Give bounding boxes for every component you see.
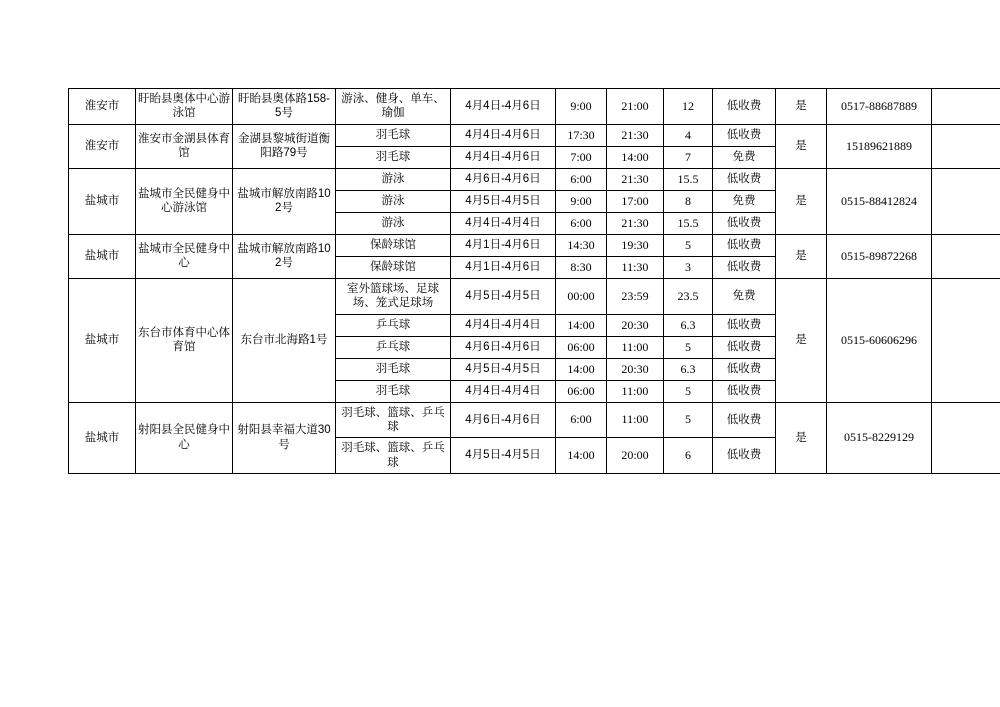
cell-end-time: 19:30 [607,234,664,256]
cell-address: 东台市北海路1号 [233,278,336,402]
table-row [69,89,1000,125]
cell-start-time: 7:00 [556,146,607,168]
cell-sport: 羽毛球 [336,146,451,168]
cell-sport: 羽毛球 [336,358,451,380]
cell-duration-hours: 6.3 [664,314,713,336]
cell-is-open: 是 [776,89,827,125]
cell-duration-hours: 15.5 [664,168,713,190]
cell-phone: 0517-88687889 [827,89,932,125]
cell-sport: 羽毛球、篮球、乒乓球 [336,438,451,474]
cell-city: 盐城市 [69,168,136,234]
cell-duration-hours: 5 [664,402,713,438]
schedule-table-container [68,88,932,474]
cell-venue-name: 盱眙县奥体中心游泳馆 [136,89,233,125]
cell-start-time: 17:30 [556,124,607,146]
cell-dates: 4月1日-4月6日 [451,234,556,256]
cell-sport: 保龄球馆 [336,234,451,256]
cell-sport: 乒乓球 [336,314,451,336]
cell-start-time: 6:00 [556,168,607,190]
cell-duration-hours: 12 [664,89,713,125]
cell-start-time: 06:00 [556,380,607,402]
cell-is-open: 是 [776,168,827,234]
cell-dates: 4月4日-4月6日 [451,124,556,146]
cell-city: 淮安市 [69,124,136,168]
cell-dates: 4月5日-4月5日 [451,358,556,380]
cell-remark [932,278,1000,402]
cell-end-time: 11:00 [607,402,664,438]
cell-remark [932,402,1000,474]
cell-duration-hours: 5 [664,234,713,256]
cell-sport: 室外篮球场、足球场、笼式足球场 [336,278,451,314]
cell-venue-name: 盐城市全民健身中心 [136,234,233,278]
cell-venue-name: 东台市体育中心体育馆 [136,278,233,402]
cell-end-time: 14:00 [607,146,664,168]
cell-city: 淮安市 [69,89,136,125]
cell-venue-name: 淮安市金湖县体育馆 [136,124,233,168]
cell-end-time: 20:30 [607,314,664,336]
cell-start-time: 9:00 [556,89,607,125]
cell-phone: 0515-88412824 [827,168,932,234]
cell-venue-name: 盐城市全民健身中心游泳馆 [136,168,233,234]
cell-end-time: 21:30 [607,168,664,190]
cell-fee: 免费 [713,190,776,212]
cell-fee: 低收费 [713,234,776,256]
cell-city: 盐城市 [69,278,136,402]
cell-dates: 4月6日-4月6日 [451,336,556,358]
cell-end-time: 23:59 [607,278,664,314]
cell-fee: 低收费 [713,402,776,438]
table-row [69,402,1000,438]
cell-remark [932,124,1000,168]
cell-end-time: 21:00 [607,89,664,125]
cell-dates: 4月5日-4月5日 [451,438,556,474]
cell-fee: 低收费 [713,336,776,358]
cell-is-open: 是 [776,402,827,474]
cell-dates: 4月6日-4月6日 [451,402,556,438]
cell-duration-hours: 5 [664,336,713,358]
cell-remark [932,168,1000,234]
cell-dates: 4月4日-4月6日 [451,89,556,125]
cell-start-time: 6:00 [556,212,607,234]
cell-duration-hours: 6.3 [664,358,713,380]
cell-phone: 0515-89872268 [827,234,932,278]
table-row [69,124,1000,146]
cell-start-time: 9:00 [556,190,607,212]
cell-duration-hours: 8 [664,190,713,212]
cell-fee: 低收费 [713,358,776,380]
cell-end-time: 11:30 [607,256,664,278]
cell-fee: 低收费 [713,89,776,125]
cell-sport: 羽毛球、篮球、乒乓球 [336,402,451,438]
cell-duration-hours: 15.5 [664,212,713,234]
cell-phone: 15189621889 [827,124,932,168]
cell-end-time: 11:00 [607,380,664,402]
cell-fee: 低收费 [713,168,776,190]
cell-sport: 羽毛球 [336,380,451,402]
cell-duration-hours: 5 [664,380,713,402]
cell-duration-hours: 6 [664,438,713,474]
cell-end-time: 11:00 [607,336,664,358]
cell-remark [932,234,1000,278]
cell-fee: 免费 [713,146,776,168]
cell-dates: 4月5日-4月5日 [451,278,556,314]
cell-fee: 低收费 [713,438,776,474]
cell-dates: 4月4日-4月4日 [451,314,556,336]
cell-address: 盱眙县奥体路158-5号 [233,89,336,125]
cell-remark [932,89,1000,125]
cell-start-time: 6:00 [556,402,607,438]
cell-end-time: 17:00 [607,190,664,212]
cell-duration-hours: 3 [664,256,713,278]
cell-start-time: 8:30 [556,256,607,278]
cell-end-time: 20:30 [607,358,664,380]
cell-fee: 低收费 [713,124,776,146]
cell-is-open: 是 [776,234,827,278]
cell-start-time: 14:00 [556,438,607,474]
cell-fee: 低收费 [713,256,776,278]
cell-phone: 0515-8229129 [827,402,932,474]
cell-start-time: 00:00 [556,278,607,314]
cell-dates: 4月4日-4月4日 [451,212,556,234]
cell-start-time: 14:00 [556,314,607,336]
schedule-table [68,88,1000,474]
cell-duration-hours: 4 [664,124,713,146]
cell-end-time: 21:30 [607,212,664,234]
cell-address: 金湖县黎城街道衡阳路79号 [233,124,336,168]
cell-sport: 游泳 [336,168,451,190]
cell-fee: 低收费 [713,380,776,402]
cell-is-open: 是 [776,124,827,168]
cell-start-time: 14:00 [556,358,607,380]
cell-fee: 免费 [713,278,776,314]
cell-sport: 游泳 [336,190,451,212]
cell-sport: 游泳 [336,212,451,234]
cell-dates: 4月1日-4月6日 [451,256,556,278]
cell-dates: 4月4日-4月6日 [451,146,556,168]
cell-sport: 游泳、健身、单车、瑜伽 [336,89,451,125]
cell-end-time: 20:00 [607,438,664,474]
cell-phone: 0515-60606296 [827,278,932,402]
cell-sport: 羽毛球 [336,124,451,146]
cell-is-open: 是 [776,278,827,402]
cell-dates: 4月5日-4月5日 [451,190,556,212]
cell-venue-name: 射阳县全民健身中心 [136,402,233,474]
cell-address: 射阳县幸福大道30号 [233,402,336,474]
cell-start-time: 06:00 [556,336,607,358]
table-row [69,168,1000,190]
cell-fee: 低收费 [713,212,776,234]
cell-city: 盐城市 [69,402,136,474]
cell-dates: 4月6日-4月6日 [451,168,556,190]
cell-address: 盐城市解放南路102号 [233,234,336,278]
table-row [69,278,1000,314]
cell-fee: 低收费 [713,314,776,336]
table-row [69,234,1000,256]
cell-address: 盐城市解放南路102号 [233,168,336,234]
cell-duration-hours: 7 [664,146,713,168]
cell-sport: 乒乓球 [336,336,451,358]
cell-dates: 4月4日-4月4日 [451,380,556,402]
cell-duration-hours: 23.5 [664,278,713,314]
cell-sport: 保龄球馆 [336,256,451,278]
cell-city: 盐城市 [69,234,136,278]
cell-start-time: 14:30 [556,234,607,256]
cell-end-time: 21:30 [607,124,664,146]
